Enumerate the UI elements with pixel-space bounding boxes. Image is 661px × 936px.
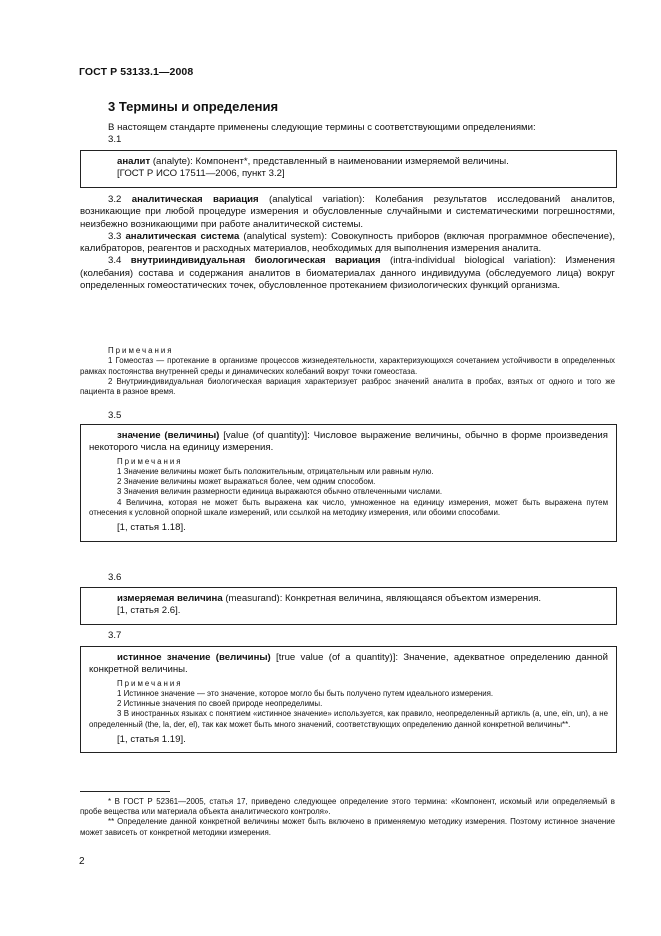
section-title: 3 Термины и определения — [108, 99, 279, 114]
document-code: ГОСТ Р 53133.1—2008 — [79, 66, 194, 78]
term-number-3-6: 3.6 — [108, 572, 122, 583]
note-item: 3 В иностранных языках с понятием «истинное значение» используется, как правило, неопределенный артикль (a, une, ein, un), а не определенный (the, la, der, el), так как может быть много значений, соответствующих определению данной конкретной величины**. — [89, 709, 608, 729]
term-definition: [value (of quantity)]: Числовое выражение величины, обычно в форме произведения некоторого числа на единицу измерения. — [89, 430, 608, 454]
note-item: 2 Истинные значения по своей природе неопределимы. — [117, 699, 323, 709]
footnote-1: * В ГОСТ Р 52361—2005, статья 17, приведено следующее определение этого термина: «Компонент, искомый или определяемый в пробе вещества или материала объекта аналитического контроля». — [80, 797, 615, 817]
term-name: измеряемая величина — [117, 593, 223, 604]
term-name: значение (величины) — [117, 430, 220, 441]
term-box-3-5 — [80, 424, 617, 542]
note-item: 2 Внутрииндивидуальная биологическая вариация характеризует разброс значений аналита в пробах, взятых от одного и того же пациента в разное время. — [80, 376, 615, 397]
note-item: 3 Значения величин размерности единица выражаются обычно отвлеченными числами. — [117, 487, 443, 497]
term-reference: [1, статья 1.18]. — [117, 522, 186, 534]
page-number: 2 — [79, 856, 85, 867]
term-definition: (analyte): Компонент*, представленный в наименовании измеряемой величины. — [150, 156, 509, 167]
footnotes — [80, 797, 615, 838]
intro-block — [80, 122, 615, 147]
notes-title: Примечания — [117, 456, 183, 466]
footnote-2: ** Определение данной конкретной величины может быть включено в применяемую методику измерения. Поэтому истинное значение может зависеть от конкретной методики измерения. — [80, 817, 615, 837]
notes-title: Примечания — [117, 678, 183, 688]
footnote-divider — [80, 791, 170, 792]
term-box-3-6 — [80, 587, 617, 625]
note-item: 1 Гомеостаз — протекание в организме процессов жизнедеятельности, характеризующихся сочетанием устойчивости в определенных рамках постоянства внутренней среды и динамических колебаний вокруг точки гомеостаза. — [80, 356, 615, 376]
term-box-3-7 — [80, 646, 617, 753]
term-3-3: 3.3 аналитическая система (analytical system): Совокупность приборов (включая программное обеспечение), калибраторов, реагентов и расходных материалов, необходимых для выполнения измерения аналита. — [80, 230, 615, 255]
term-3-4: 3.4 внутрииндивидуальная биологическая вариация (intra-individual biological variation): Изменения (колебания) состава и содержания аналитов в биоматериалах данного индивидуума (обследуемого лица) вокруг определенных гомеостатических точек, обусловленное протеканием физиологических функций организма. — [80, 255, 615, 292]
note-item: 1 Истинное значение — это значение, которое могло бы быть получено путем идеального измерения. — [117, 688, 494, 698]
term-reference: [ГОСТ Р ИСО 17511—2006, пункт 3.2] — [117, 168, 285, 180]
note-item: 2 Значение величины может выражаться более, чем одним способом. — [117, 477, 376, 487]
notes-3-4 — [80, 346, 615, 397]
note-item: 1 Значение величины может быть положительным, отрицательным или равным нулю. — [117, 466, 434, 476]
terms-block — [80, 194, 615, 292]
term-box-3-1 — [80, 150, 617, 188]
term-number-3-7: 3.7 — [108, 630, 122, 641]
term-number-3-5: 3.5 — [108, 410, 122, 421]
term-3-2: 3.2 аналитическая вариация (analytical variation): Колебания результатов исследований аналитов, возникающие при любой процедуре измерения и обусловленные случайными и систематическими погрешностями, неизбежно возникающими при работе аналитической системы. — [80, 194, 615, 230]
term-name: истинное значение (величины) — [117, 652, 271, 663]
note-item: 4 Величина, которая не может быть выражена как число, умноженное на единицу измерения, может быть выражена путем отнесения к условной опорной шкале измерений, или ссылкой на методику измерения, или обоими способами. — [89, 497, 608, 518]
notes-title: Примечания — [108, 346, 174, 355]
term-number: 3.1 — [108, 134, 122, 146]
term-definition: (measurand): Конкретная величина, являющаяся объектом измерения. — [222, 593, 542, 604]
term-reference: [1, статья 1.19]. — [117, 734, 186, 746]
term-definition: [true value (of a quantity)]: Значение, адекватное определению данной конкретной величины. — [89, 652, 608, 676]
term-reference: [1, статья 2.6]. — [117, 605, 181, 617]
term-name: аналит — [117, 156, 151, 167]
intro-text: В настоящем стандарте применены следующие термины с соответствующими определениями: — [108, 122, 536, 133]
